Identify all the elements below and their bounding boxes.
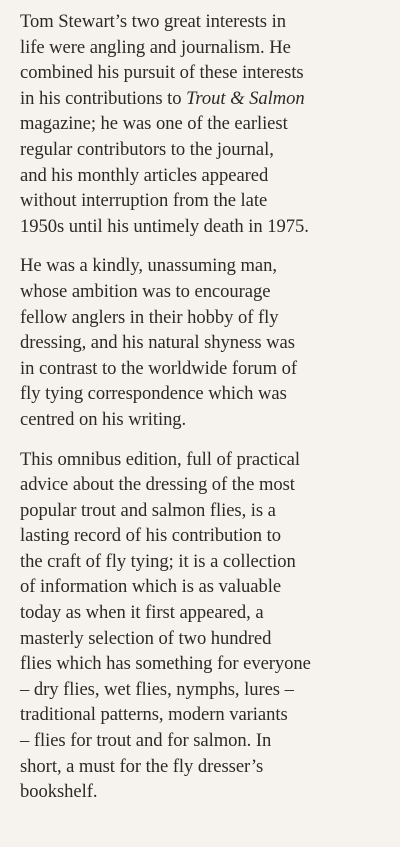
text-segment: combined his pursuit of these interests bbox=[20, 62, 304, 84]
text-segment: short, a must for the fly dresser’s bbox=[20, 755, 264, 777]
text-segment: fly tying correspondence which was bbox=[20, 383, 287, 405]
text-segment: life were angling and journalism. He bbox=[20, 36, 291, 58]
text-line bbox=[20, 407, 386, 433]
text-segment: today as when it first appeared, a bbox=[20, 602, 264, 624]
text-segment: the craft of fly tying; it is a collection bbox=[20, 550, 296, 572]
text-line bbox=[20, 137, 386, 163]
text-line bbox=[20, 549, 386, 575]
text-segment: He was a kindly, unassuming man, bbox=[20, 255, 277, 277]
text-segment: in his contributions to bbox=[20, 87, 187, 109]
text-segment: dressing, and his natural shyness was bbox=[20, 332, 295, 354]
text-line bbox=[20, 253, 386, 279]
text-segment: – dry flies, wet flies, nymphs, lures – bbox=[20, 678, 294, 700]
text-segment: advice about the dressing of the most bbox=[20, 474, 295, 496]
text-line bbox=[20, 754, 386, 780]
text-segment: of information which is as valuable bbox=[20, 576, 282, 598]
text-line bbox=[20, 305, 386, 331]
text-line bbox=[20, 214, 386, 240]
text-segment: bookshelf. bbox=[20, 781, 98, 803]
text-line bbox=[20, 677, 386, 703]
text-line bbox=[20, 498, 386, 524]
blurb-paragraph bbox=[20, 9, 386, 239]
text-line bbox=[20, 702, 386, 728]
text-line bbox=[20, 626, 386, 652]
text-line bbox=[20, 779, 386, 805]
text-segment: This omnibus edition, full of practical bbox=[20, 448, 300, 470]
text-line bbox=[20, 279, 386, 305]
text-segment: magazine; he was one of the earliest bbox=[20, 113, 288, 135]
text-line bbox=[20, 447, 386, 473]
text-segment: regular contributors to the journal, bbox=[20, 138, 274, 160]
text-segment: fellow anglers in their hobby of fly bbox=[20, 306, 279, 328]
text-line bbox=[20, 523, 386, 549]
text-line bbox=[20, 356, 386, 382]
text-line bbox=[20, 381, 386, 407]
text-line bbox=[20, 188, 386, 214]
text-line bbox=[20, 35, 386, 61]
text-segment: lasting record of his contribution to bbox=[20, 525, 281, 547]
text-line bbox=[20, 9, 386, 35]
text-segment: in contrast to the worldwide forum of bbox=[20, 357, 297, 379]
text-segment: flies which has something for everyone bbox=[20, 653, 311, 675]
magazine-title: Trout & Salmon bbox=[186, 87, 305, 109]
text-segment: whose ambition was to encourage bbox=[20, 280, 271, 302]
text-line bbox=[20, 574, 386, 600]
text-segment: Tom Stewart’s two great interests in bbox=[20, 11, 286, 32]
text-line bbox=[20, 86, 386, 112]
text-segment: – flies for trout and for salmon. In bbox=[20, 730, 272, 752]
text-segment: without interruption from the late bbox=[20, 190, 268, 212]
text-segment: popular trout and salmon flies, is a bbox=[20, 499, 276, 521]
text-segment: and his monthly articles appeared bbox=[20, 164, 269, 186]
blurb-paragraph bbox=[20, 253, 386, 432]
text-line bbox=[20, 651, 386, 677]
text-line bbox=[20, 111, 386, 137]
text-line bbox=[20, 330, 386, 356]
text-segment: masterly selection of two hundred bbox=[20, 627, 272, 649]
text-line bbox=[20, 472, 386, 498]
text-line bbox=[20, 60, 386, 86]
book-blurb-text bbox=[20, 9, 386, 805]
blurb-paragraph bbox=[20, 447, 386, 805]
text-line bbox=[20, 163, 386, 189]
text-segment: centred on his writing. bbox=[20, 408, 187, 430]
text-segment: traditional patterns, modern variants bbox=[20, 704, 288, 726]
text-line bbox=[20, 600, 386, 626]
text-segment: 1950s until his untimely death in 1975. bbox=[20, 215, 309, 237]
text-line bbox=[20, 728, 386, 754]
